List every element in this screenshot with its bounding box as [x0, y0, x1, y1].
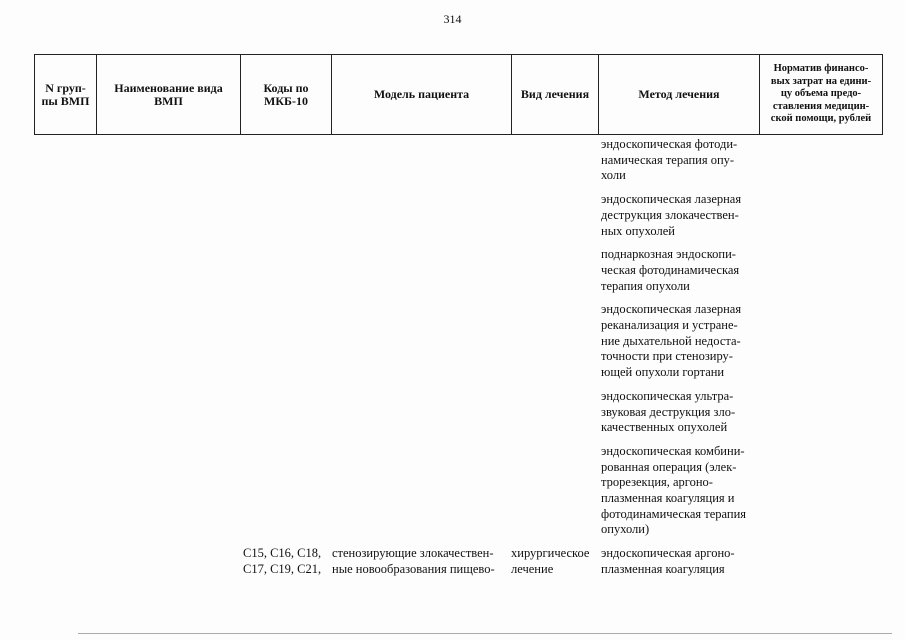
method-item: [601, 247, 759, 294]
method-line: опухоли): [601, 522, 650, 537]
header-line: ской помощи, рублей: [770, 113, 872, 125]
codes-line: C17, C19, C21,: [243, 561, 322, 576]
treatment-line: хирургическое: [511, 546, 590, 560]
method-line: плазменная коагуляция: [601, 561, 725, 576]
header-treatment-type: Вид лечения: [512, 55, 599, 135]
next-row-icd-codes: [243, 546, 321, 577]
method-item: [601, 302, 759, 381]
method-item: [601, 389, 759, 436]
method-line: ных опухолей: [601, 223, 675, 238]
header-treatment-method: Метод лечения: [599, 55, 760, 135]
method-line: терапия опухоли: [601, 278, 690, 293]
next-row-treatment-method: [601, 546, 735, 577]
table-header: [34, 54, 883, 135]
method-line: холи: [601, 168, 626, 183]
header-line: N груп-: [45, 80, 86, 95]
method-line: эндоскопическая комбини-: [601, 443, 745, 458]
header-line: МКБ-10: [264, 93, 308, 108]
method-line: эндоскопическая ультра-: [601, 388, 734, 403]
method-line: звуковая деструкция зло-: [601, 404, 736, 419]
header-line: Наименование вида: [114, 80, 223, 95]
method-line: фотодинамическая терапия: [601, 506, 747, 521]
next-row-treatment-type: [511, 546, 589, 577]
method-line: эндоскопическая лазерная: [601, 192, 742, 207]
method-line: ющей опухоли гортани: [601, 365, 725, 380]
method-line: плазменная коагуляция и: [601, 491, 735, 506]
method-line: трорезекция, аргоно-: [601, 475, 713, 490]
model-line: ные новообразования пищево-: [332, 561, 495, 576]
next-row-patient-model: [332, 546, 495, 577]
header-icd-codes: [241, 55, 332, 135]
header-group-number: [35, 55, 97, 135]
method-line: ние дыхательной недоста-: [601, 333, 741, 348]
header-line: вых затрат на едини-: [770, 75, 872, 87]
method-line: эндоскопическая лазерная: [601, 302, 742, 317]
header-vmp-name: [97, 55, 241, 135]
page-bottom-rule: [78, 633, 892, 634]
method-line: ческая фотодинамическая: [601, 262, 740, 277]
header-line: Коды по: [263, 80, 309, 95]
method-line: рованная операция (элек-: [601, 459, 737, 474]
header-line: пы ВМП: [41, 93, 90, 108]
method-line: реканализация и устране-: [601, 318, 738, 333]
method-item: [601, 192, 759, 239]
header-cost-norm: [760, 55, 883, 135]
method-item: [601, 444, 759, 538]
method-item: [601, 137, 759, 184]
method-line: эндоскопическая фотоди-: [601, 137, 738, 151]
treatment-method-list: [601, 137, 759, 546]
method-line: деструкция злокачествен-: [601, 207, 739, 222]
method-line: точности при стенозиру-: [601, 349, 733, 364]
header-patient-model: Модель пациента: [332, 55, 512, 135]
header-line: ставления медицин-: [772, 100, 870, 112]
header-line: ВМП: [154, 93, 183, 108]
treatment-line: лечение: [511, 561, 554, 576]
model-line: стенозирующие злокачествен-: [332, 546, 494, 560]
codes-line: C15, C16, C18,: [243, 546, 322, 560]
header-line: цу объема предо-: [780, 88, 862, 100]
method-line: качественных опухолей: [601, 420, 728, 435]
method-line: поднаркозная эндоскопи-: [601, 247, 736, 262]
method-line: эндоскопическая аргоно-: [601, 546, 735, 560]
header-line: Норматив финансо-: [773, 63, 869, 75]
method-line: намическая терапия опу-: [601, 152, 735, 167]
page-number: 314: [443, 12, 462, 26]
